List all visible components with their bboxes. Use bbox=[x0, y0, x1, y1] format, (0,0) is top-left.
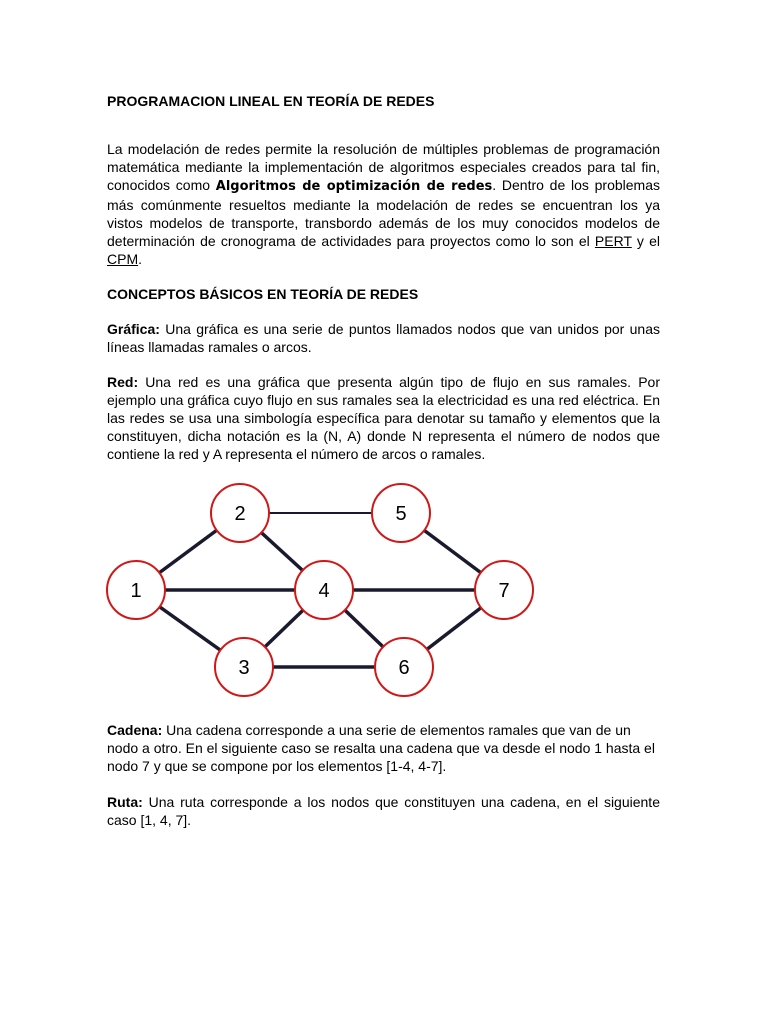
ruta-paragraph bbox=[107, 793, 660, 829]
red-text: Una red es una gráfica que presenta algún tipo de flujo en sus ramales. Por ejemplo una gráfica cuyo flujo en sus ramales sea la electricidad es una red eléctrica. En las redes se usa una simbología específica para denotar su tamaño y elementos que la constituyen, dicha notación es la (N, A) donde N representa el número de nodos que contiene la red y A representa el número de arcos o ramales. bbox=[107, 374, 660, 462]
pert-link[interactable]: PERT bbox=[594, 233, 632, 249]
ruta-label: Ruta: bbox=[107, 794, 143, 810]
cadena-text: Una cadena corresponde a una serie de elementos ramales que van de un nodo a otro. En el siguiente caso se resalta una cadena que va desde el nodo 1 hasta el nodo 7 y que se compone por los elementos [1-4, 4-7]. bbox=[107, 722, 655, 774]
grafica-paragraph bbox=[107, 320, 660, 356]
ruta-text: Una ruta corresponde a los nodos que constituyen una cadena, en el siguiente caso [1, 4, 7]. bbox=[107, 794, 660, 828]
red-label: Red: bbox=[107, 374, 139, 390]
node-1 bbox=[107, 561, 165, 619]
network-diagram bbox=[100, 475, 540, 710]
node-label-7: 7 bbox=[498, 580, 510, 602]
grafica-label: Gráfica: bbox=[107, 321, 160, 337]
grafica-text: Una gráfica es una serie de puntos llamados nodos que van unidos por unas líneas llamadas ramales o arcos. bbox=[107, 321, 660, 355]
node-label-2: 2 bbox=[234, 503, 246, 525]
node-label-5: 5 bbox=[395, 503, 407, 525]
red-paragraph bbox=[107, 373, 660, 463]
node-label-3: 3 bbox=[238, 657, 250, 679]
cadena-paragraph bbox=[107, 721, 660, 775]
intro-text-c: y el bbox=[631, 233, 660, 249]
node-label-1: 1 bbox=[130, 580, 142, 602]
document-title: PROGRAMACION LINEAL EN TEORÍA DE REDES bbox=[107, 93, 435, 109]
node-6 bbox=[375, 638, 433, 696]
node-7 bbox=[475, 561, 533, 619]
intro-paragraph bbox=[107, 140, 660, 268]
node-3 bbox=[215, 638, 273, 696]
node-label-4: 4 bbox=[318, 580, 330, 602]
cadena-label: Cadena: bbox=[107, 722, 163, 738]
intro-bold-term: Algoritmos de optimización de redes bbox=[215, 179, 493, 194]
intro-text-a: La modelación de redes permite la resolución de múltiples problemas de programación matemática mediante la implementación de algoritmos especiales creados para tal fin, conocidos como bbox=[107, 141, 660, 193]
node-5 bbox=[372, 484, 430, 542]
node-4 bbox=[295, 561, 353, 619]
section-heading: CONCEPTOS BÁSICOS EN TEORÍA DE REDES bbox=[107, 286, 419, 302]
intro-text-b: . Dentro de los problemas más comúnmente resueltos mediante la modelación de redes se encuentran los ya vistos modelos de transporte, transbordo además de los muy conocidos modelos de determinación de cronograma de actividades para proyectos como lo son el bbox=[107, 177, 660, 249]
cpm-link[interactable]: CPM bbox=[107, 251, 139, 267]
node-label-6: 6 bbox=[398, 657, 410, 679]
node-2 bbox=[211, 484, 269, 542]
intro-text-d: . bbox=[138, 251, 143, 267]
